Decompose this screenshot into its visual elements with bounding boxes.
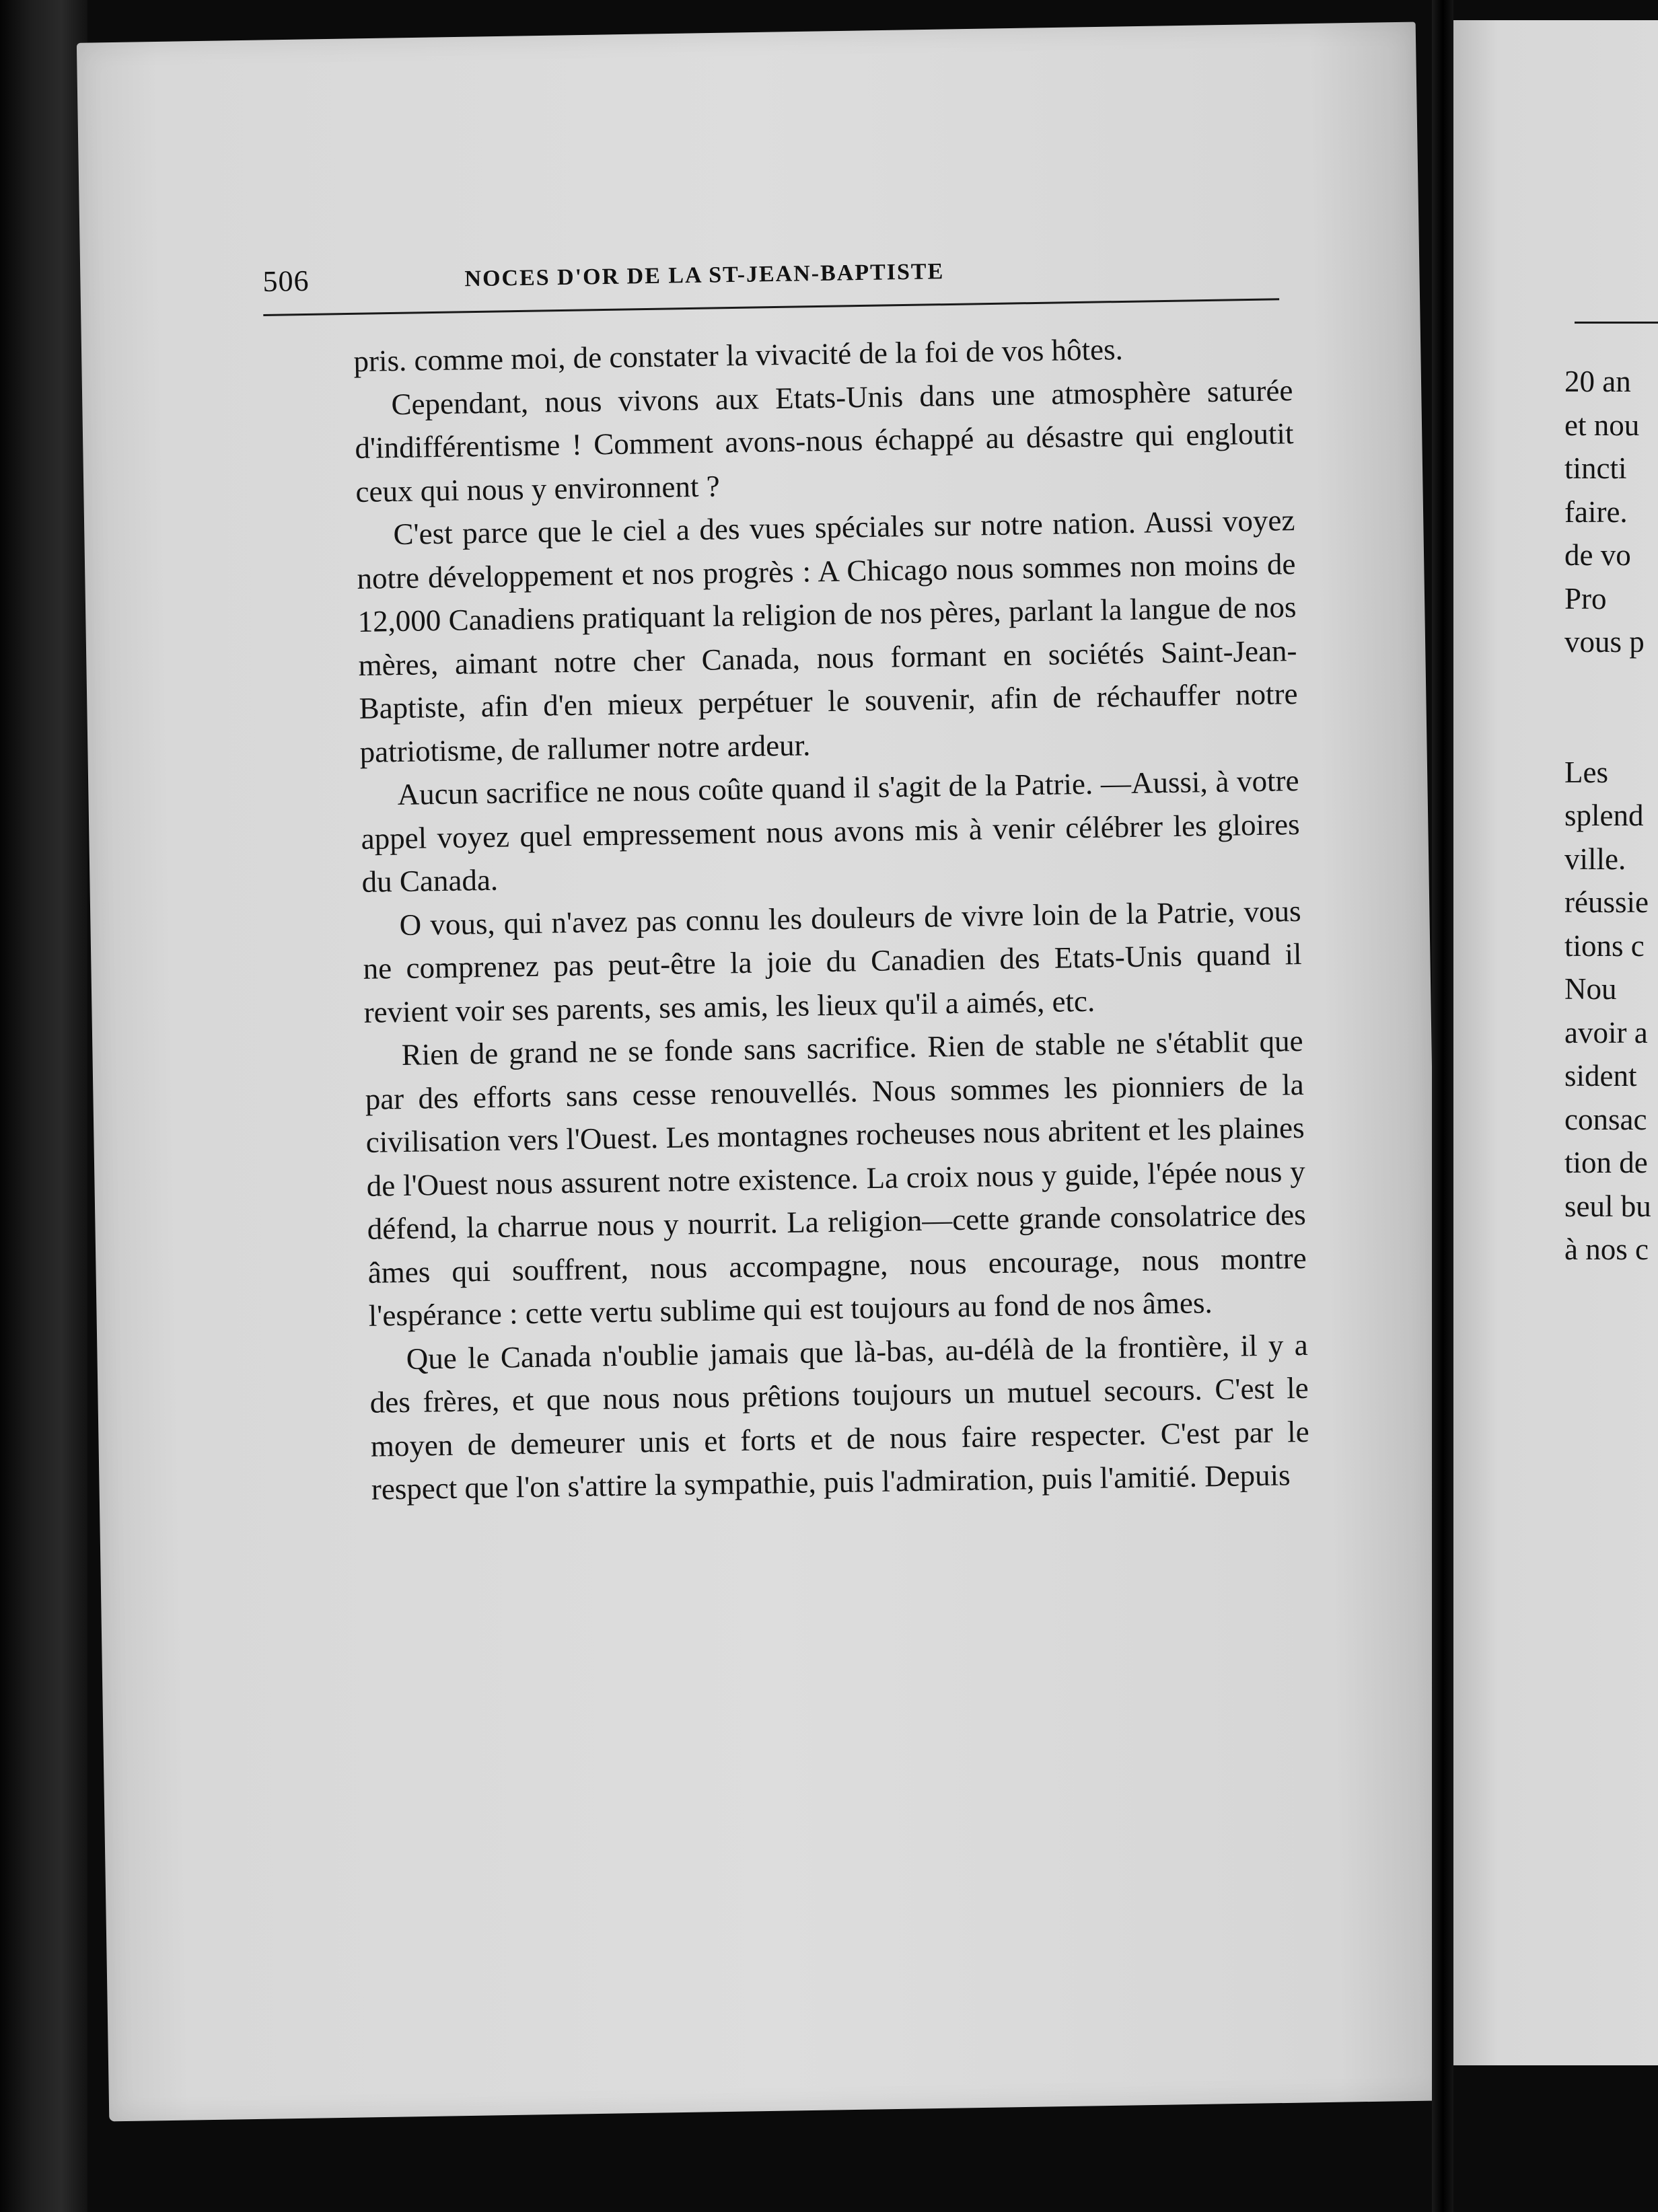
facing-line: sident (1564, 1059, 1637, 1093)
paragraph: Cependant, nous vivons aux Etats-Unis dans une atmosphère saturée d'indifférentisme ! Comment avons-nous échappé au désastre qui engloutit ceux qui nous y environnent ? (355, 373, 1294, 509)
paragraph: Rien de grand ne se fonde sans sacrifice. Rien de stable ne s'établit que par des efforts sans cesse renouvellés. Nous sommes les pionniers de la civilisation vers l'Ouest. Les montagnes rocheuses nous abritent et les plaines de l'Ouest nous assurent notre existence. La croix nous y guide, l'épée nous y défend, la charrue nous y nourrit. La religion—cette grande consolatrice des âmes qui souffrent, nous accompagne, nous encourage, nous montre l'espérance : cette vertu sublime qui est toujours au fond de nos âmes. (365, 1023, 1307, 1333)
facing-line: seul bu (1564, 1189, 1651, 1223)
facing-line: de vo (1564, 538, 1631, 572)
facing-page-rule (1575, 322, 1658, 324)
facing-line: tincti (1564, 451, 1627, 485)
facing-page-text (1564, 360, 1658, 1271)
facing-line: Les (1564, 755, 1608, 789)
facing-line: Nou (1564, 972, 1617, 1006)
facing-line: consac (1564, 1102, 1647, 1136)
facing-line: tions c (1564, 928, 1645, 963)
facing-line: réussie (1564, 885, 1649, 919)
facing-line: et nou (1564, 408, 1640, 442)
facing-line: avoir a (1564, 1015, 1648, 1049)
running-head: NOCES D'OR DE LA ST-JEAN-BAPTISTE (464, 259, 945, 292)
facing-line: à nos c (1564, 1232, 1649, 1266)
facing-line: splend (1564, 799, 1644, 832)
facing-line: Pro (1564, 581, 1607, 616)
paragraph: pris. comme moi, de constater la vivacité de la foi de vos hôtes. (353, 332, 1124, 378)
paragraph: O vous, qui n'avez pas connu les douleurs de vivre loin de la Patrie, vous ne comprenez pas peut-être la joie du Canadien des Etats-Unis quand il revient voir ses parents, ses amis, les lieux qu'il a aimés, etc. (363, 893, 1302, 1029)
book-binding-left (0, 0, 87, 2212)
facing-gap (1564, 664, 1658, 751)
facing-line: ville. (1564, 842, 1626, 876)
facing-line: vous p (1564, 625, 1645, 659)
book-gutter (1432, 0, 1453, 2212)
facing-line: faire. (1564, 494, 1628, 529)
paragraph: C'est parce que le ciel a des vues spéciales sur notre nation. Aussi voyez notre développement et nos progrès : A Chicago nous sommes non moins de 12,000 Canadiens pratiquant la religion de nos pères, parlant la langue de nos mères, aimant notre cher Canada, nous formant en sociétés Saint-Jean-Baptiste, afin d'en mieux perpétuer le souvenir, afin de réchauffer notre patriotisme, de rallumer notre ardeur. (357, 503, 1298, 769)
facing-line: 20 an (1564, 365, 1631, 398)
body-text (353, 325, 1310, 1511)
page-number: 506 (262, 264, 310, 298)
paragraph: Que le Canada n'oublie jamais que là-bas, au-délà de la frontière, il y a des frères, et que nous nous prêtions toujours un mutuel secours. C'est le moyen de demeurer unis et forts et de nous faire respecter. C'est par le respect que l'on s'attire la sympathie, puis l'admiration, puis l'amitié. Depuis (369, 1327, 1310, 1506)
facing-line: tion de (1564, 1146, 1648, 1179)
paragraph: Aucun sacrifice ne nous coûte quand il s'agit de la Patrie. —Aussi, à votre appel voyez quel empressement nous avons mis à venir célébrer les gloires du Canada. (361, 764, 1300, 899)
